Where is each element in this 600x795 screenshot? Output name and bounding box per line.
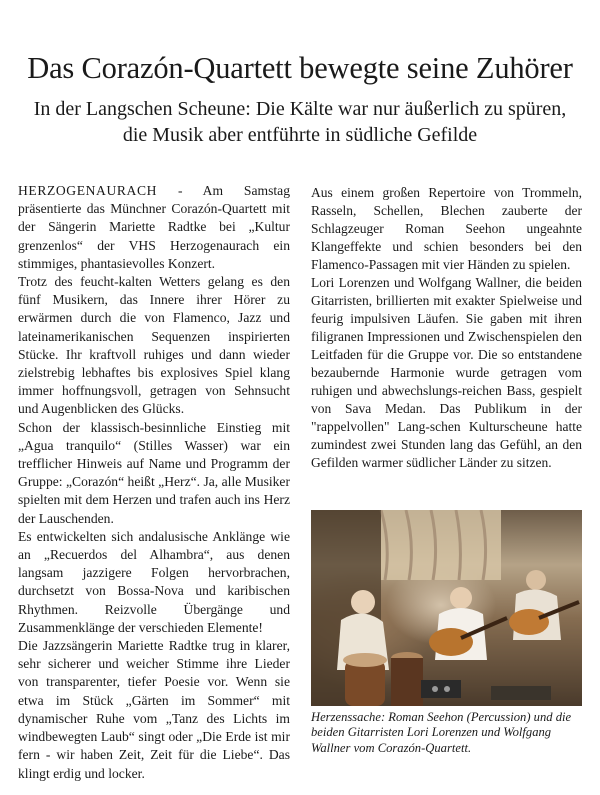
- paragraph-4: Es entwickelten sich andalusische Anklänge wie an „Recuerdos del Alhambra“, aus denen langsam jazzigere Folgen hervorbrachen, durchsetzt von Bossa-Nova und karibischen Rhythmen. Reizvolle Übergänge und Zusammenklänge der verschieden Elemente!: [18, 528, 290, 635]
- subheadline: [0, 96, 600, 148]
- photo-caption: Herzenssache: Roman Seehon (Percussion) und die beiden Gitarristen Lori Lorenzen und Wolfgang Wallner vom Corazón-Quartett.: [311, 710, 572, 755]
- paragraph-5: Die Jazzsängerin Mariette Radtke trug in klarer, sehr sicherer und weicher Stimme ihre Lieder von transparenter, tiefer Poesie vor. Wenn sie etwa im Stück „Gärten im Sommer“ mit dynamischer Ruhe vom „Tanz des Lichts im windbewegten Laub“ singt oder „Die Erde ist mir fern - wir haben Zeit, Zeit für die Liebe“. Das klingt erdig und locker.: [18, 638, 290, 781]
- paragraph-1-text: - Am Samstag präsentierte das Münchner Corazón-Quartett mit der Sängerin Mariette Radtke bei „Kultur grenzenlos“ der VHS Herzogenaurach ein stimmiges, phantasievolles Konzert.: [18, 183, 290, 271]
- subheadline-line-1: In der Langschen Scheune: Die Kälte war nur äußerlich zu spüren,: [33, 98, 567, 120]
- subheadline-line-2: die Musik aber entführte in südliche Gefilde: [122, 124, 478, 146]
- band-photo-illustration: [311, 510, 582, 706]
- headline: Das Corazón-Quartett bewegte seine Zuhörer: [27, 51, 573, 85]
- paragraph-1: [18, 182, 290, 273]
- dateline: HERZOGENAURACH: [18, 183, 158, 198]
- paragraph-6: Aus einem großen Repertoire von Trommeln, Rasseln, Schellen, Blechen zauberte der Schlagzeuger Roman Seehon ungeahnte Klangeffekte und schien besonders bei den Flamenco-Passagen mit vier Händen zu spielen.: [311, 185, 582, 272]
- paragraph-2: Trotz des feucht-kalten Wetters gelang es den fünf Musikern, das Innere ihrer Hörer zu erwärmen durch die von Flamenco, Jazz und lateinamerikanischen Sequenzen inspirierten Stücke. Ihr kraftvoll ruhiges und dann wieder zielstrebig lebhaftes bis explosives Spiel klang immer hoffnungsvoll, getragen von Sehnsucht und Augenblicken des Glücks.: [18, 274, 290, 417]
- paragraph-3: Schon der klassisch-besinnliche Einstieg mit „Agua tranquilo“ (Stilles Wasser) war ein trefflicher Hinweis auf Name und Programm der Gruppe: „Corazón“ heißt „Herz“. Ja, alle Musiker spielten mit dem Herzen und trafen auch ins Herz der Lauschenden.: [18, 419, 290, 526]
- article-left-column: [18, 182, 290, 783]
- article-right-column: [311, 184, 582, 472]
- paragraph-7: Lori Lorenzen und Wolfgang Wallner, die beiden Gitarristen, brillierten mit exakter Spielweise und feurig impulsiven Läufen. Sie gaben mit ihren filigranen Impressionen und Zwischenspielen den Leitfaden für die Gruppe vor. Die so entstandene bezaubernde Harmonie wurde getragen vom ruhigen und abwechslungs-reichen Bass, gespielt von Sava Medan. Das Publikum in der "rappelvollen" Lang-schen Kulturscheune hatte zumindest zwei Stunden lang das Gefühl, an den Gefilden warmer südlicher Länder zu sitzen.: [311, 275, 582, 470]
- band-photo: [311, 510, 582, 706]
